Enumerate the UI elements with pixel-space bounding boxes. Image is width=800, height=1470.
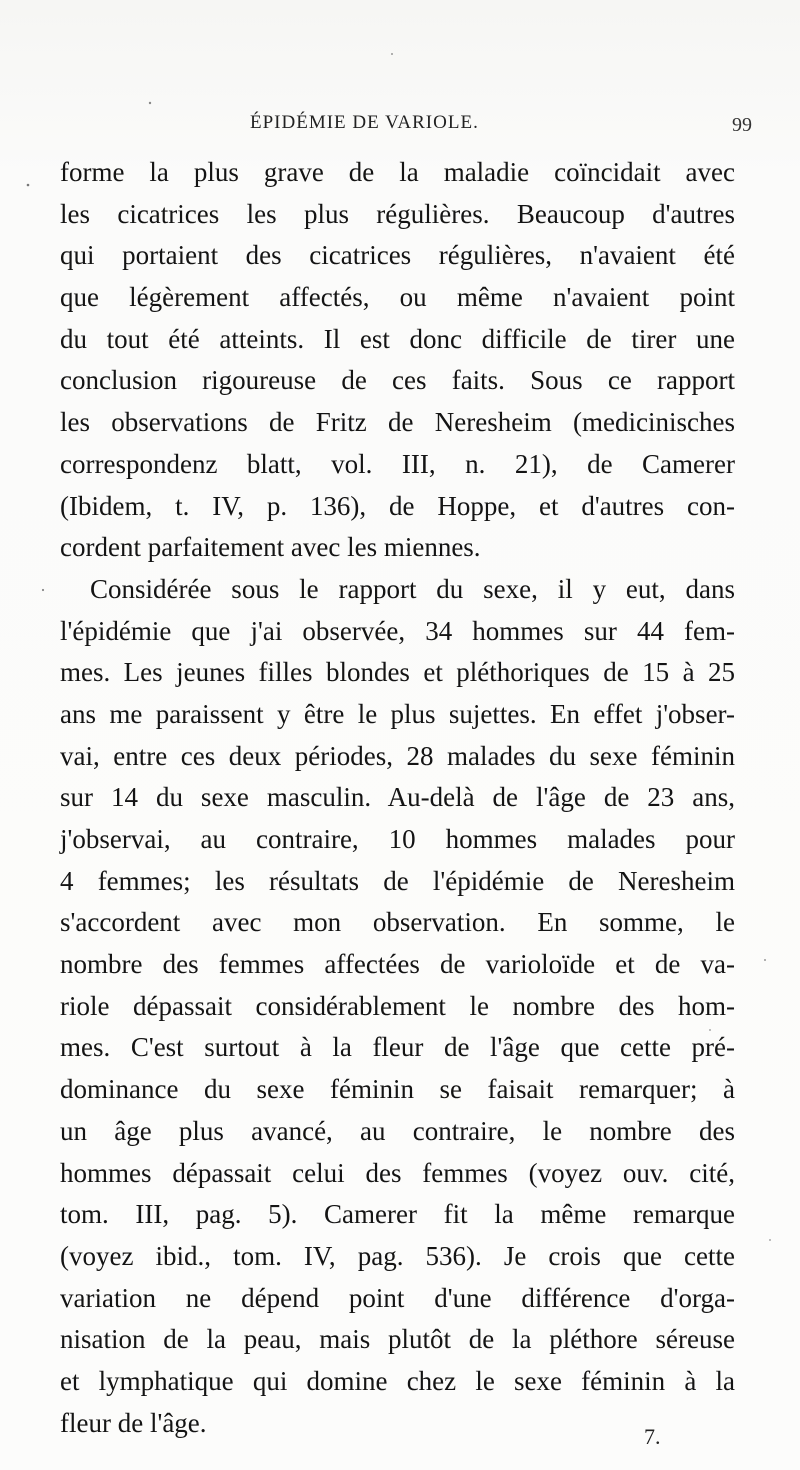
text-line: 4 femmes; les résultats de l'épidémie de Neresheim — [60, 865, 735, 896]
text-line: (Ibidem, t. IV, p. 136), de Hoppe, et d'autres con- — [60, 490, 735, 521]
text-line: les observations de Fritz de Neresheim (medicinisches — [60, 407, 735, 438]
text-line: l'épidémie que j'ai observée, 34 hommes sur 44 fem- — [60, 615, 735, 646]
text-line: nisation de la peau, mais plutôt de la pléthore séreuse — [60, 1324, 735, 1355]
text-line: nombre des femmes affectées de varioloïde et de va- — [60, 949, 735, 980]
text-line: mes. C'est surtout à la fleur de l'âge que cette pré- — [60, 1032, 735, 1063]
text-line: les cicatrices les plus régulières. Beaucoup d'autres — [60, 198, 735, 229]
text-line: du tout été atteints. Il est donc difficile de tirer une — [60, 323, 735, 354]
text-line: tom. III, pag. 5). Camerer fit la même remarque — [60, 1199, 735, 1230]
text-line: sur 14 du sexe masculin. Au-delà de l'âge de 23 ans, — [60, 782, 735, 813]
text-line: Considérée sous le rapport du sexe, il y eut, dans — [90, 573, 735, 604]
text-line: et lymphatique qui domine chez le sexe féminin à la — [60, 1365, 735, 1396]
text-line: vai, entre ces deux périodes, 28 malades du sexe féminin — [60, 740, 735, 771]
page-header — [60, 112, 760, 142]
text-line: conclusion rigoureuse de ces faits. Sous ce rapport — [60, 365, 735, 396]
text-line: dominance du sexe féminin se faisait remarquer; à — [60, 1074, 735, 1105]
text-line: que légèrement affectés, ou même n'avaient point — [60, 282, 735, 313]
text-line: correspondenz blatt, vol. III, n. 21), de Camerer — [60, 448, 735, 479]
page-number: 99 — [732, 114, 752, 136]
text-line: (voyez ibid., tom. IV, pag. 536). Je crois que cette — [60, 1240, 735, 1271]
text-line: j'observai, au contraire, 10 hommes malades pour — [60, 824, 735, 854]
signature-mark: 7. — [644, 1424, 661, 1449]
running-title: ÉPIDÉMIE DE VARIOLE. — [250, 112, 479, 133]
text-line: un âge plus avancé, au contraire, le nombre des — [60, 1115, 735, 1146]
text-line: hommes dépassait celui des femmes (voyez ouv. cité, — [60, 1157, 735, 1188]
text-line: forme la plus grave de la maladie coïncidait avec — [60, 157, 735, 187]
text-line: variation ne dépend point d'une différence d'orga- — [60, 1282, 735, 1313]
text-line: fleur de l'âge. — [60, 1407, 207, 1438]
text-line: qui portaient des cicatrices régulières, n'avaient été — [60, 240, 735, 271]
text-line: ans me paraissent y être le plus sujettes. En effet j'obser- — [60, 698, 735, 729]
text-line: cordent parfaitement avec les miennes. — [60, 532, 481, 563]
text-line: mes. Les jeunes filles blondes et pléthoriques de 15 à 25 — [60, 657, 735, 688]
body-text — [60, 152, 735, 1444]
text-line: riole dépassait considérablement le nombre des hom- — [60, 990, 735, 1021]
text-line: s'accordent avec mon observation. En somme, le — [60, 907, 735, 938]
